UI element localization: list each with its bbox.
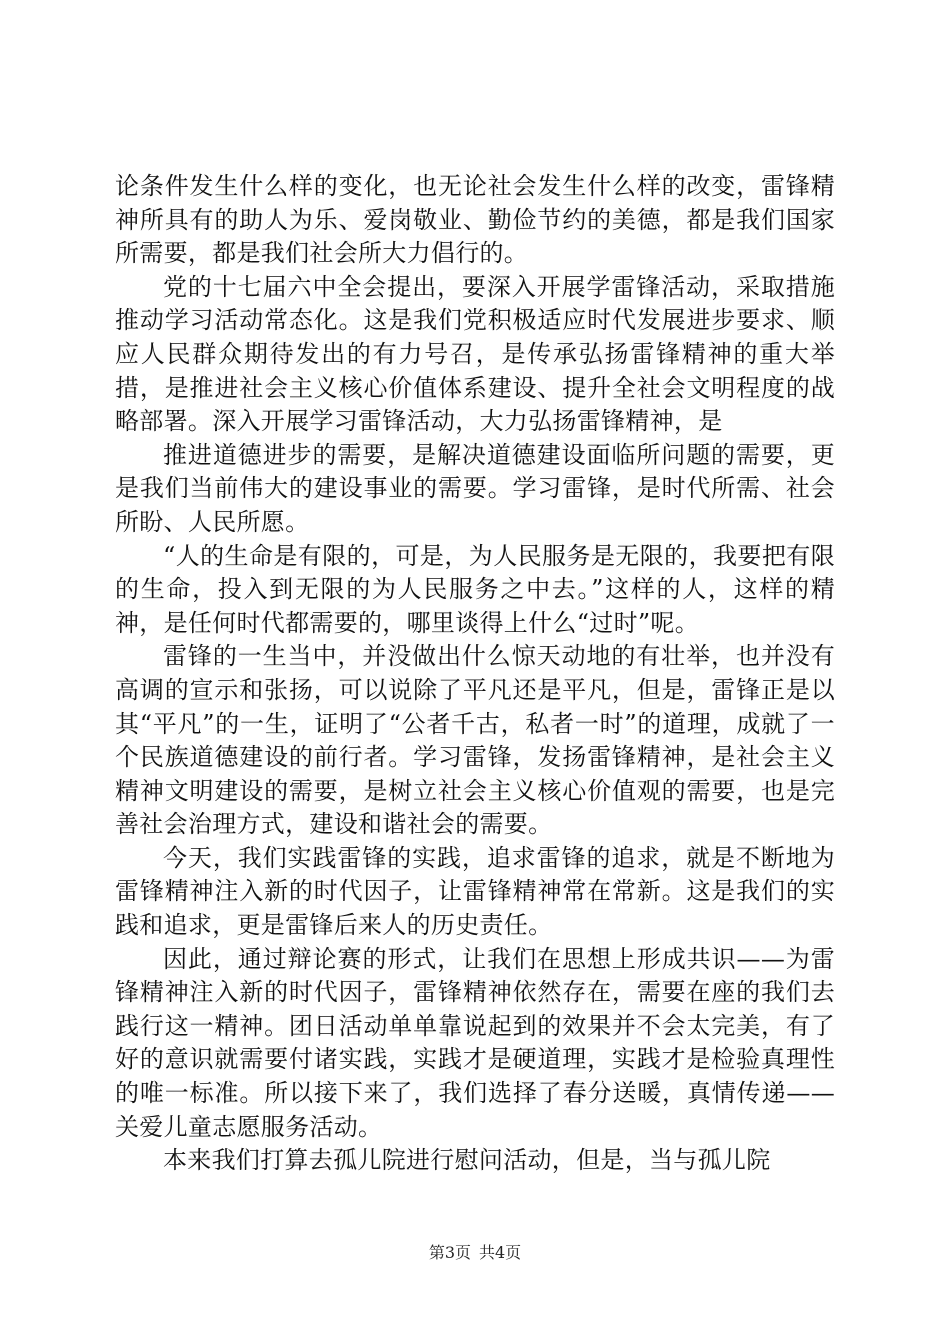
paragraph: 论条件发生什么样的变化，也无论社会发生什么样的改变，雷锋精神所具有的助人为乐、爱岗敬业、勤俭节约的美德，都是我们国家所需要，都是我们社会所大力倡行的。 — [115, 172, 835, 268]
page-number: 第3页 — [428, 1243, 471, 1262]
page-footer — [0, 1240, 950, 1263]
paragraph: 因此，通过辩论赛的形式，让我们在思想上形成共识——为雷锋精神注入新的时代因子，雷锋精神依然存在，需要在座的我们去践行这一精神。团日活动单单靠说起到的效果并不会太完美，有了好的意识就需要付诸实践，实践才是硬道理，实践才是检验真理性的唯一标准。所以接下来了，我们选择了春分送暖，真情传递——关爱儿童志愿服务活动。 — [115, 944, 835, 1141]
page-total: 共4页 — [479, 1243, 522, 1262]
paragraph: 今天，我们实践雷锋的实践，追求雷锋的追求，就是不断地为雷锋精神注入新的时代因子，让雷锋精神常在常新。这是我们的实践和追求，更是雷锋后来人的历史责任。 — [115, 843, 835, 940]
paragraph: 党的十七届六中全会提出，要深入开展学雷锋活动，采取措施推动学习活动常态化。这是我们党积极适应时代发展进步要求、顺应人民群众期待发出的有力号召，是传承弘扬雷锋精神的重大举措，是推进社会主义核心价值体系建设、提升全社会文明程度的战略部署。深入开展学习雷锋活动，大力弘扬雷锋精神，是 — [115, 272, 835, 436]
document-body — [115, 170, 835, 1178]
paragraph: “人的生命是有限的，可是，为人民服务是无限的，我要把有限的生命，投入到无限的为人民服务之中去。”这样的人，这样的精神，是任何时代都需要的，哪里谈得上什么“过时”呢。 — [115, 541, 835, 637]
paragraph: 本来我们打算去孤儿院进行慰问活动，但是，当与孤儿院 — [163, 1146, 771, 1175]
paragraph: 推进道德进步的需要，是解决道德建设面临所问题的需要，更是我们当前伟大的建设事业的需要。学习雷锋，是时代所需、社会所盼、人民所愿。 — [115, 440, 835, 536]
paragraph: 雷锋的一生当中，并没做出什么惊天动地的有壮举，也并没有高调的宣示和张扬，可以说除了平凡还是平凡，但是，雷锋正是以其“平凡”的一生，证明了“公者千古，私者一时”的道理，成就了一个民族道德建设的前行者。学习雷锋，发扬雷锋精神，是社会主义精神文明建设的需要，是树立社会主义核心价值观的需要，也是完善社会治理方式，建设和谐社会的需要。 — [115, 642, 835, 839]
